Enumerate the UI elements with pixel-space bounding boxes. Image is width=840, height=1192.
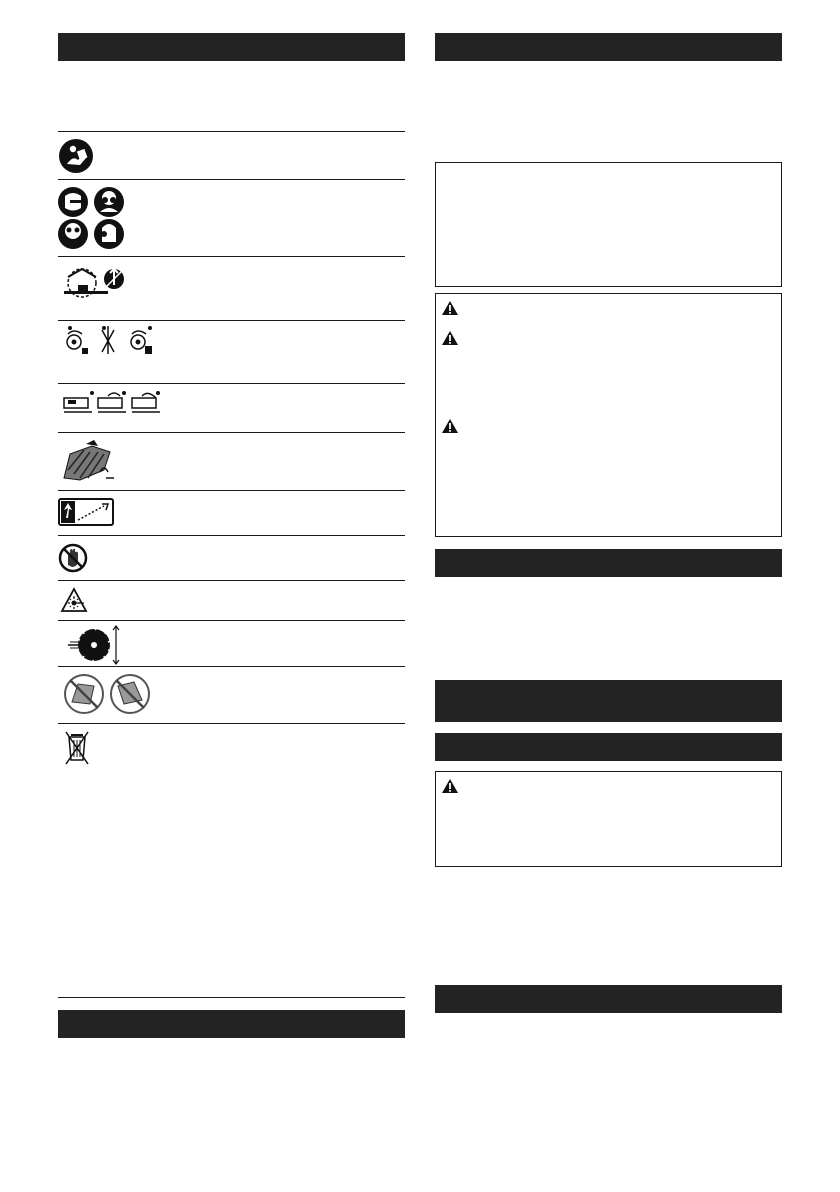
divider — [58, 131, 405, 132]
divider — [58, 320, 405, 321]
divider — [58, 432, 405, 433]
arrow-direction-icon — [58, 498, 114, 526]
safety-equipment-icons — [56, 186, 128, 250]
read-manual-icon — [58, 138, 94, 174]
blade-diameter-icon — [62, 624, 124, 666]
divider — [58, 256, 405, 257]
hand-proximity-hazard-icon — [60, 440, 118, 484]
no-hand-icon — [58, 543, 88, 573]
divider — [58, 179, 405, 180]
divider — [58, 997, 405, 998]
divider — [58, 620, 405, 621]
warning-triangle-icon — [441, 300, 459, 316]
divider — [58, 580, 405, 581]
section-header-bar — [435, 549, 782, 577]
workpiece-clamp-sequence-icon — [62, 390, 162, 416]
warning-triangle-icon — [441, 418, 459, 434]
notice-box — [435, 162, 782, 287]
warning-box — [435, 771, 782, 867]
section-header-bar — [435, 985, 782, 1013]
section-header-bar — [58, 33, 405, 61]
section-header-bar — [58, 1010, 405, 1038]
section-header-bar — [435, 33, 782, 61]
section-header-bar — [435, 733, 782, 761]
warning-triangle-icon — [441, 778, 459, 794]
blade-lock-sequence-icon — [64, 324, 156, 356]
divider — [58, 490, 405, 491]
laser-radiation-icon — [60, 587, 88, 613]
divider — [58, 666, 405, 667]
warning-triangle-icon — [441, 330, 459, 346]
crossed-bin-icon — [64, 730, 90, 766]
cutting-hazard-icon — [60, 263, 126, 303]
warning-box — [435, 293, 782, 537]
divider — [58, 535, 405, 536]
divider — [58, 383, 405, 384]
no-tilted-cutting-icon — [62, 672, 154, 718]
divider — [58, 723, 405, 724]
section-header-bar — [435, 680, 782, 722]
